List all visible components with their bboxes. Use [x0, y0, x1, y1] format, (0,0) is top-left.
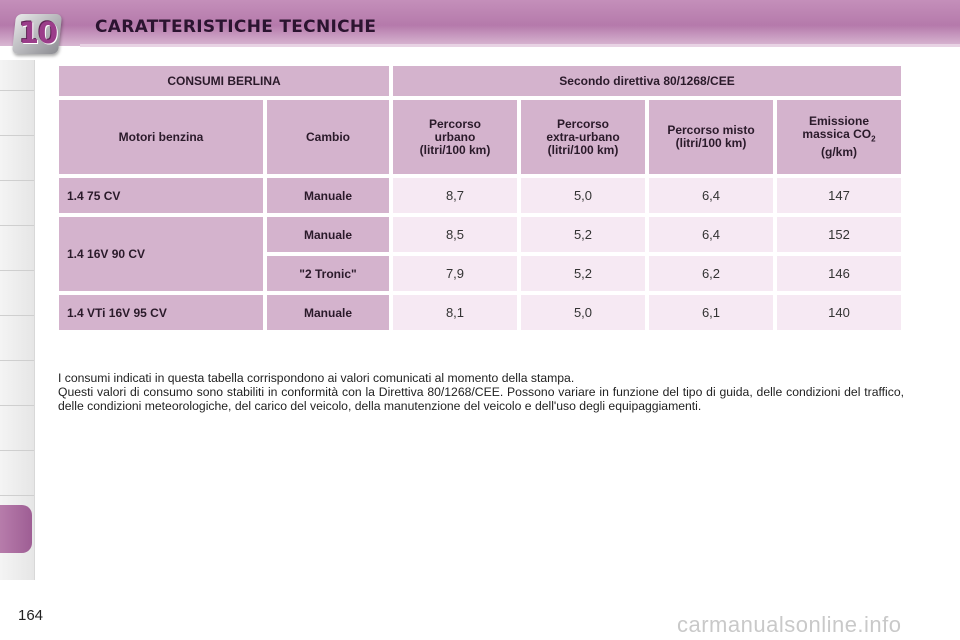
co2-cell: 147	[777, 178, 901, 213]
extra-urban-cell: 5,2	[521, 217, 645, 252]
engine-cell: 1.4 16V 90 CV	[59, 217, 263, 291]
rail-divider	[0, 135, 34, 136]
col-header-urban-line: urbano	[434, 129, 476, 144]
col-header-urban	[393, 100, 517, 174]
col-header-extra-urban-line: Percorso	[556, 116, 610, 131]
note-paragraph: I consumi indicati in questa tabella corrispondono ai valori comunicati al momento della stampa.	[58, 371, 575, 385]
mixed-cell: 6,4	[649, 178, 773, 213]
urban-cell: 7,9	[393, 256, 517, 291]
co2-cell: 146	[777, 256, 901, 291]
consumption-notes	[58, 371, 904, 413]
col-header-gearbox: Cambio	[267, 100, 389, 174]
rail-divider	[0, 180, 34, 181]
chapter-tab-rail	[0, 60, 35, 580]
co2-cell: 140	[777, 295, 901, 330]
urban-cell: 8,1	[393, 295, 517, 330]
gearbox-cell: Manuale	[267, 217, 389, 252]
col-header-mixed	[649, 100, 773, 174]
col-header-engine: Motori benzina	[59, 100, 263, 174]
extra-urban-cell: 5,0	[521, 295, 645, 330]
rail-divider	[0, 495, 34, 496]
engine-cell: 1.4 75 CV	[59, 178, 263, 213]
table-title-left: CONSUMI BERLINA	[59, 66, 389, 96]
urban-cell: 8,5	[393, 217, 517, 252]
rail-divider	[0, 90, 34, 91]
gearbox-cell: "2 Tronic"	[267, 256, 389, 291]
co2-cell: 152	[777, 217, 901, 252]
watermark: carmanualsonline.info	[677, 612, 902, 637]
mixed-cell: 6,2	[649, 256, 773, 291]
page-title: CARATTERISTICHE TECNICHE	[95, 17, 377, 37]
extra-urban-cell: 5,0	[521, 178, 645, 213]
rail-divider	[0, 405, 34, 406]
table-title-row	[59, 66, 901, 96]
extra-urban-cell: 5,2	[521, 256, 645, 291]
rail-divider	[0, 225, 34, 226]
mixed-cell: 6,1	[649, 295, 773, 330]
urban-cell: 8,7	[393, 178, 517, 213]
col-header-mixed-line: Percorso misto	[667, 123, 755, 137]
col-header-urban-line: Percorso	[428, 116, 482, 131]
rail-divider	[0, 270, 34, 271]
col-header-co2-line: Emissione	[808, 114, 870, 129]
table-header-row	[59, 100, 901, 174]
consumption-table	[55, 62, 905, 334]
col-header-extra-urban-line: (litri/100 km)	[547, 142, 619, 157]
col-header-extra-urban	[521, 100, 645, 174]
gearbox-cell: Manuale	[267, 295, 389, 330]
table-row	[59, 178, 901, 213]
engine-cell: 1.4 VTi 16V 95 CV	[59, 295, 263, 330]
header-underline	[80, 44, 960, 47]
col-header-co2	[777, 100, 901, 174]
col-header-co2-line: (g/km)	[821, 144, 857, 159]
co2-subscript: 2	[871, 134, 876, 144]
table-row	[59, 217, 901, 252]
col-header-co2-line: massica CO	[802, 127, 872, 142]
col-header-mixed-line: (litri/100 km)	[675, 136, 747, 150]
chapter-number: 10	[18, 16, 58, 50]
mixed-cell: 6,4	[649, 217, 773, 252]
rail-divider	[0, 360, 34, 361]
chapter-tab-active[interactable]	[0, 505, 32, 553]
col-header-urban-line: (litri/100 km)	[419, 142, 491, 157]
note-paragraph: Questi valori di consumo sono stabiliti in conformità con la Direttiva 80/1268/CEE. Possono variare in funzione del tipo di guida, delle condizioni del traffico, delle condizioni meteorologiche, del carico del veicolo, della manutenzione del veicolo e dell'uso degli equipaggiamenti.	[58, 385, 904, 413]
rail-divider	[0, 450, 34, 451]
page-number: 164	[18, 607, 44, 624]
table-row	[59, 295, 901, 330]
table-title-right: Secondo direttiva 80/1268/CEE	[393, 66, 901, 96]
rail-divider	[0, 315, 34, 316]
gearbox-cell: Manuale	[267, 178, 389, 213]
col-header-extra-urban-line: extra-urbano	[546, 129, 620, 144]
